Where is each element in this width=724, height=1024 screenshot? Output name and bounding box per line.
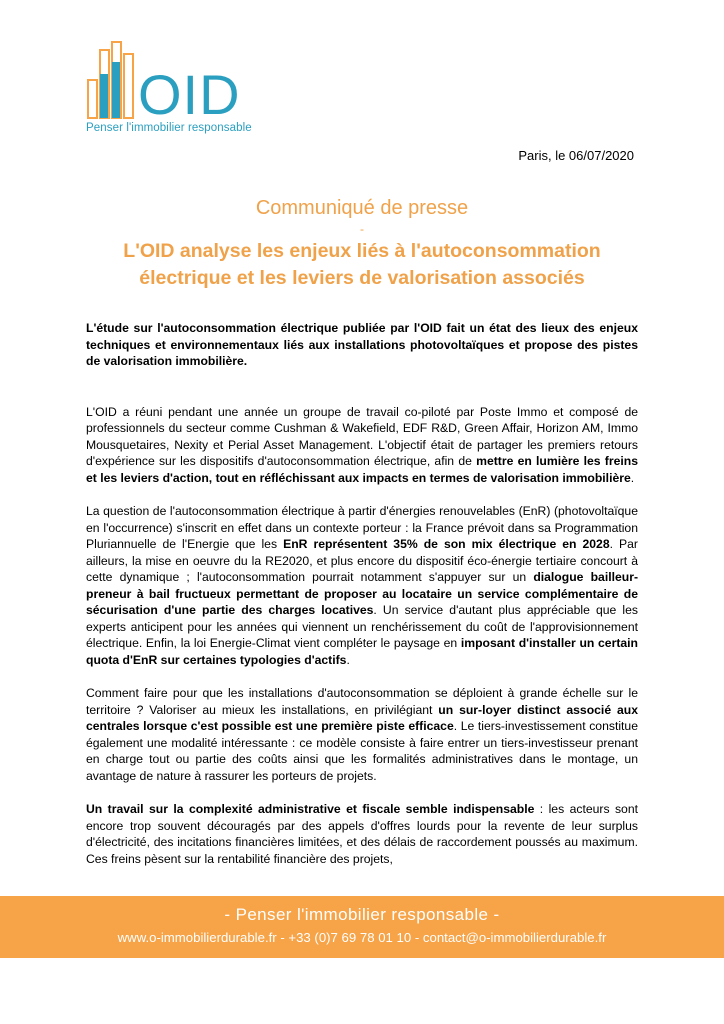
text-run: . Le tiers-investissement constitue également une modalité intéressante : ce modèle consiste à faire entrer un tiers-investisseur prenant en charge tout ou partie des coûts ainsi que les formalités administratives dans le montage, un avantage de nature à rassurer les porteurs de projets. bbox=[86, 719, 638, 783]
logo-wordmark: OID bbox=[138, 63, 241, 126]
text-run: . Un service d'autant plus appréciable que les experts anticipent pour les années qui viennent un renchérissement du coût de l'approvisionnement électrique. Enfin, la loi Energie-Climat vient compléter le paysage en bbox=[86, 603, 638, 650]
headline bbox=[86, 238, 638, 292]
footer-banner bbox=[0, 896, 724, 958]
text-run-bold: EnR représentent 35% de son mix électrique en 2028 bbox=[283, 537, 610, 551]
press-release-label: Communiqué de presse bbox=[255, 197, 469, 219]
text-run-bold: dialogue bailleur-preneur à bail fructueux permettant de proposer au locataire un service complémentaire de sécurisation d'une partie des charges locatives bbox=[86, 570, 639, 617]
text-run: La question de l'autoconsommation électrique à partir d'énergies renouvelables (EnR) (photovoltaïque en l'occurrence) s'inscrit en effet dans un contexte porteur : la France prévoit dans sa Programmation Pluriannuelle de l'Energie que les bbox=[86, 504, 638, 551]
text-run: . bbox=[630, 470, 635, 485]
paragraph-intro bbox=[86, 320, 638, 370]
text-run-bold: un sur-loyer distinct associé aux centrales lorsque c'est possible est une première piste efficace bbox=[86, 702, 638, 733]
headline-line-1: L'OID analyse les enjeux liés à l'autoconsommation bbox=[123, 240, 601, 262]
text-run: . Par ailleurs, la mise en oeuvre du la RE2020, et plus encore du dispositif éco-énergie tertiaire concourt à cette dynamique ; l'autoconsommation pourrait notamment s'appuyer sur un bbox=[86, 537, 638, 584]
paragraph-working-group bbox=[86, 404, 638, 487]
building-logo-icon bbox=[86, 40, 138, 120]
text-run-bold: imposant d'installer un certain quota d'EnR sur certaines typologies d'actifs bbox=[86, 636, 638, 667]
text-run: Comment faire pour que les installations d'autoconsommation se déploient à grande échelle sur le territoire ? Valoriser au mieux les installations, en privilégiant bbox=[86, 686, 638, 717]
headline-line-2: électrique et les leviers de valorisation associés bbox=[139, 267, 585, 289]
paragraph-administrative bbox=[86, 801, 638, 867]
text-run-bold: Un travail sur la complexité administrative et fiscale semble indispensable bbox=[86, 802, 535, 816]
paragraph-deployment bbox=[86, 685, 638, 784]
text-run: L'OID a réuni pendant une année un groupe de travail co-piloté par Poste Immo et composé de professionnels du secteur comme Cushman & Wakefield, EDF R&D, Green Affair, Horizon AM, Immo Mousquetaires, Nexity et Perial Asset Management. L'objectif était de partager les premiers retours d'expérience sur les dispositifs d'autoconsommation électrique, afin de bbox=[86, 404, 638, 468]
text-run: . bbox=[346, 652, 350, 667]
intro-text: L'étude sur l'autoconsommation électrique publiée par l'OID fait un état des lieux des enjeux techniques et environnementaux liés aux installations photovoltaïques et propose des pistes de valorisation immobilière. bbox=[86, 321, 638, 368]
logo-tagline: Penser l'immobilier responsable bbox=[86, 122, 252, 134]
footer-slogan: - Penser l'immobilier responsable - bbox=[224, 905, 500, 924]
title-block bbox=[86, 196, 638, 292]
article-body bbox=[86, 320, 638, 884]
text-run: : les acteurs sont encore trop souvent découragés par des appels d'offres lourds pour la revente de leur surplus d'électricité, des incitations financières limitées, et des délais de raccordement poussés au maximum. Ces freins pèsent sur la rentabilité financière des projets, bbox=[86, 802, 638, 866]
press-date: Paris, le 06/07/2020 bbox=[518, 148, 634, 163]
title-separator: - bbox=[360, 222, 364, 236]
text-run-bold: mettre en lumière les freins et les leviers d'action, tout en réfléchissant aux impacts en termes de valorisation immobilière bbox=[86, 454, 638, 485]
footer-contacts: www.o-immobilierdurable.fr - +33 (0)7 69 78 01 10 - contact@o-immobilierdurable.fr bbox=[117, 930, 607, 945]
paragraph-context bbox=[86, 503, 638, 668]
oid-logo bbox=[86, 40, 266, 140]
